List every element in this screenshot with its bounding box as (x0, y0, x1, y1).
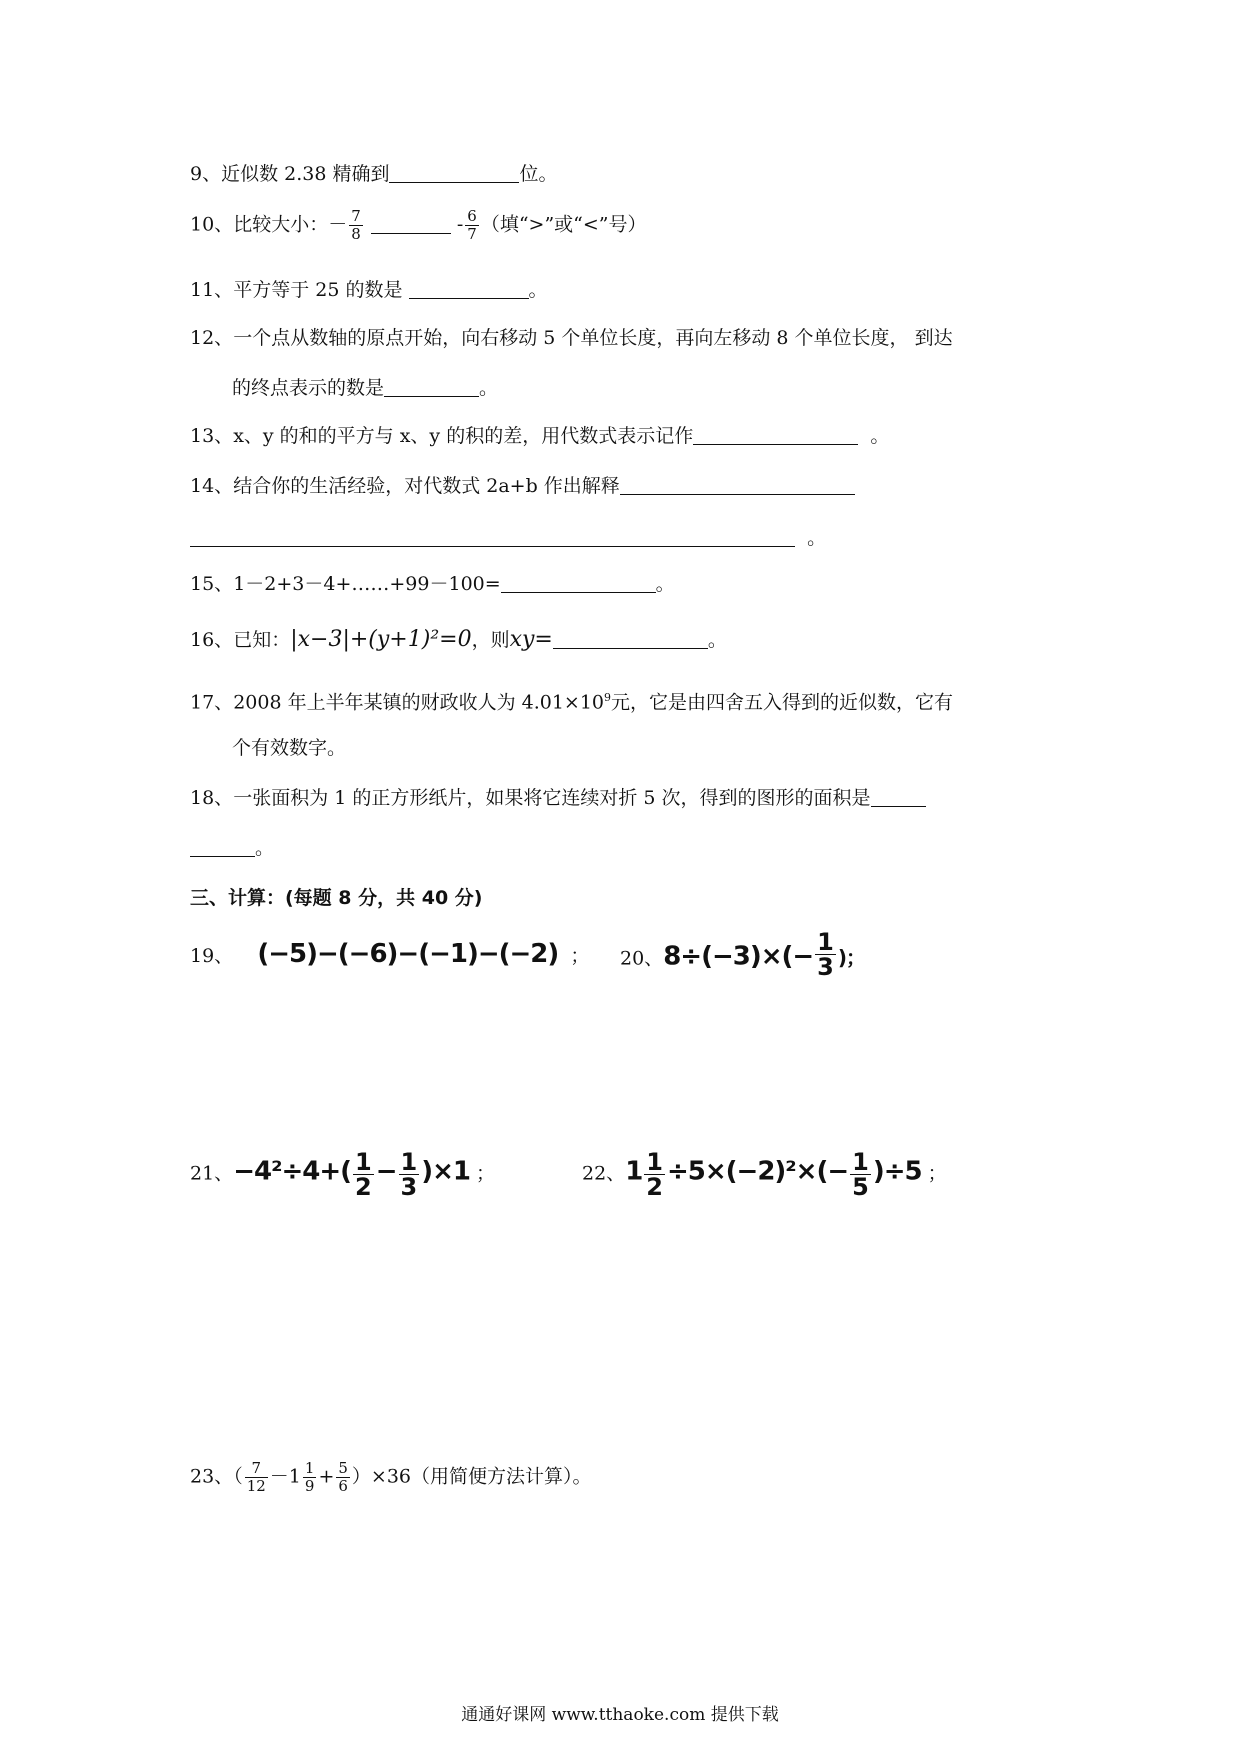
question-number: 23、 (190, 1465, 234, 1488)
section-3-title: 三、计算：(每题 8 分，共 40 分) (190, 887, 483, 909)
denominator: 2 (646, 1173, 663, 1201)
question-text: 结合你的生活经验，对代数式 2a+b 作出解释 (233, 475, 620, 497)
question-text: 一张面积为 1 的正方形纸片，如果将它连续对折 5 次，得到的图形的面积是 (233, 787, 871, 809)
question-18 (190, 784, 926, 812)
question-text-end: )； (837, 945, 866, 970)
open-paren: （ (233, 1465, 243, 1488)
fraction-7-8 (349, 208, 363, 243)
question-text: ，则 (471, 629, 510, 651)
question-text-end: 。 (870, 425, 890, 447)
question-number: 20、 (620, 947, 664, 970)
question-11 (190, 276, 548, 304)
calc-21 (190, 1150, 495, 1199)
math-expression: 8÷(−3)×(− (663, 941, 814, 972)
question-text: 已知： (233, 629, 291, 651)
answer-blank[interactable] (553, 628, 708, 649)
question-number: 15、 (190, 573, 234, 595)
question-text-end: ； (476, 1162, 496, 1185)
answer-blank-2[interactable] (190, 836, 255, 857)
denominator: 7 (467, 225, 477, 243)
plus-sign: + (318, 1465, 335, 1488)
question-17-line-2 (232, 734, 346, 762)
fraction-1-2 (644, 1150, 665, 1199)
question-text-end: 。 (479, 377, 499, 399)
math-expression-end: )÷5 (872, 1156, 922, 1187)
minus-one: －1 (269, 1465, 301, 1488)
answer-blank[interactable] (371, 213, 451, 234)
denominator: 3 (817, 953, 834, 981)
given-expression: |x−3|+(y+1)²=0 (290, 627, 472, 652)
answer-blank[interactable] (384, 376, 479, 397)
math-expression-end: )×1 (421, 1156, 470, 1187)
math-expression: −4²÷4+( (233, 1156, 351, 1187)
math-expression: ÷5×(−2)²×(− (666, 1156, 849, 1187)
denominator: 8 (351, 225, 361, 243)
question-number: 12、 (190, 327, 234, 349)
question-text-end: ； (927, 1162, 947, 1185)
fraction-1-5 (850, 1150, 871, 1199)
denominator: 5 (852, 1173, 869, 1201)
question-text-end: 。 (528, 279, 548, 301)
question-text: 1－2+3－4+……+99－100= (233, 573, 501, 595)
question-text: 的终点表示的数是 (232, 377, 385, 399)
fraction-1-3 (399, 1150, 420, 1199)
xy-expression: xy= (509, 627, 553, 652)
numerator: 5 (338, 1459, 348, 1477)
fraction-1-3 (815, 930, 836, 979)
question-text-end: ）×36（用简便方法计算）。 (351, 1465, 592, 1488)
denominator: 9 (304, 1477, 315, 1495)
numerator: 7 (351, 207, 361, 225)
question-number: 10、 (190, 213, 234, 236)
answer-blank[interactable] (501, 572, 656, 593)
minus-sign: − (375, 1156, 397, 1187)
whole-number: 1 (625, 1156, 643, 1187)
denominator: 3 (400, 1173, 418, 1201)
fraction-1-2 (353, 1150, 374, 1199)
answer-blank[interactable] (389, 162, 519, 183)
question-text-end: ； (570, 945, 590, 967)
question-12-line-2 (232, 374, 498, 402)
question-9 (190, 160, 558, 188)
question-number: 13、 (190, 425, 234, 447)
question-text-end: 位。 (519, 163, 558, 185)
numerator: 1 (646, 1148, 663, 1176)
question-13 (190, 422, 889, 450)
question-14 (190, 472, 855, 500)
question-number: 11、 (190, 279, 234, 301)
question-text: 2008 年上半年某镇的财政收人为 4.01×10 (233, 691, 605, 714)
calc-23 (190, 1460, 592, 1495)
question-number: 9、 (190, 163, 222, 185)
fraction-6-7 (465, 208, 479, 243)
question-text-end: 。 (807, 527, 827, 549)
answer-blank-2[interactable] (190, 526, 795, 547)
question-text: 一个点从数轴的原点开始，向右移动 5 个单位长度，再向左移动 8 个单位长度， 到达 (233, 327, 953, 349)
minus-sign: - (456, 213, 464, 236)
minus-sign: － (328, 213, 348, 236)
numerator: 1 (304, 1459, 315, 1477)
denominator: 2 (355, 1173, 372, 1201)
question-text-end: 。 (255, 837, 275, 859)
question-15 (190, 570, 675, 598)
exponent: 9 (604, 691, 612, 704)
calc-22 (582, 1150, 947, 1199)
question-number: 19、 (190, 945, 234, 967)
question-17-line-1 (190, 684, 953, 716)
denominator: 6 (338, 1477, 348, 1495)
question-text: x、y 的和的平方与 x、y 的积的差，用代数式表示记作 (233, 425, 694, 447)
question-hint: （填“>”或“<”号） (480, 213, 647, 236)
calc-19 (190, 940, 589, 970)
fraction-7-12 (245, 1460, 268, 1495)
question-number: 22、 (582, 1162, 626, 1185)
question-number: 21、 (190, 1162, 234, 1185)
question-text: 近似数 2.38 精确到 (221, 163, 390, 185)
question-text-end: 。 (655, 573, 675, 595)
question-number: 16、 (190, 629, 234, 651)
question-number: 14、 (190, 475, 234, 497)
question-text: 比较大小： (233, 213, 329, 236)
question-10 (190, 208, 647, 243)
question-14-line-2 (190, 524, 826, 552)
question-text: 平方等于 25 的数是 (233, 279, 403, 301)
answer-blank[interactable] (620, 474, 855, 495)
footer-text: 通通好课网 www.tthaoke.com 提供下载 (461, 1705, 779, 1725)
question-number: 18、 (190, 787, 234, 809)
numerator: 7 (245, 1460, 268, 1478)
question-number: 17、 (190, 691, 234, 714)
numerator: 1 (355, 1148, 372, 1176)
question-18-line-2 (190, 834, 274, 862)
fraction-1-9 (303, 1460, 317, 1495)
numerator: 1 (852, 1148, 869, 1176)
numerator: 1 (400, 1148, 418, 1176)
question-text: 个有效数字。 (232, 737, 347, 759)
answer-blank[interactable] (693, 424, 858, 445)
numerator: 6 (467, 207, 477, 225)
question-12-line-1 (190, 324, 953, 352)
question-text-end: 。 (707, 629, 727, 651)
answer-blank[interactable] (409, 278, 529, 299)
fraction-5-6 (336, 1460, 350, 1495)
question-text: 元，它是由四舍五入得到的近似数，它有 (611, 691, 954, 714)
math-expression: (−5)−(−6)−(−1)−(−2) (257, 939, 559, 969)
answer-blank[interactable] (871, 786, 926, 807)
calc-20 (620, 928, 866, 981)
question-16 (190, 626, 727, 654)
numerator: 1 (817, 928, 834, 956)
denominator: 12 (246, 1477, 266, 1495)
